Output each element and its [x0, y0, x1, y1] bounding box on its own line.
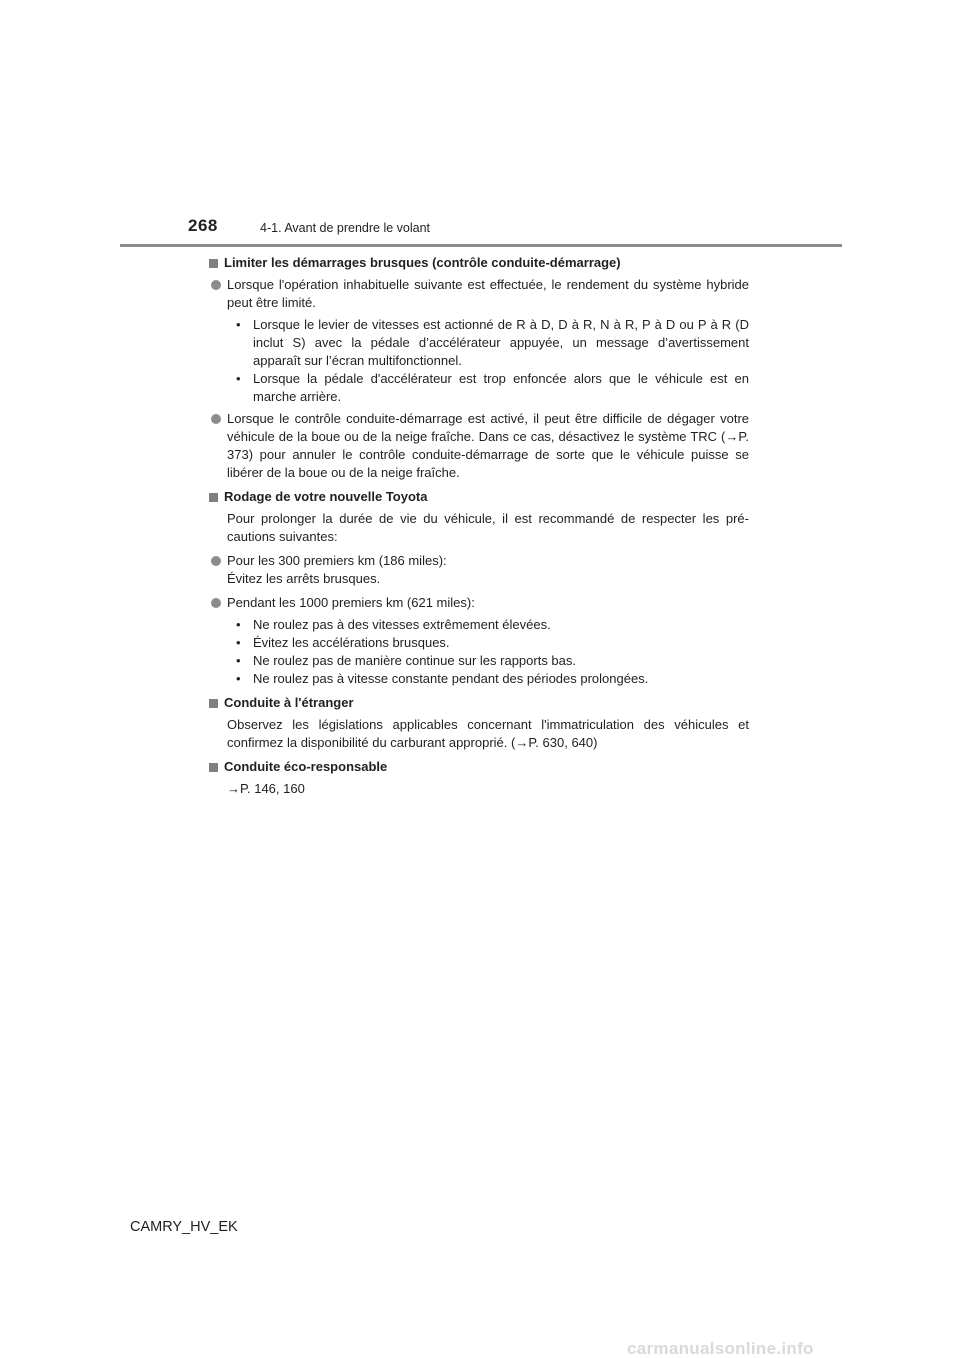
sub-bullet-icon: • — [236, 317, 241, 332]
sub-item-text: Lorsque la pédale d'accélérateur est trop enfoncée alors que le véhicule est en marche arrière. — [253, 371, 749, 404]
sub-bullet-icon: • — [236, 617, 241, 632]
section-heading — [209, 488, 749, 506]
round-bullet-icon — [211, 598, 221, 608]
round-bullet-icon — [211, 280, 221, 290]
section-conduite-eco — [209, 758, 749, 798]
square-bullet-icon — [209, 259, 218, 268]
page-number: 268 — [188, 216, 218, 235]
watermark-text: carmanualsonline.info — [627, 1339, 814, 1358]
page-content — [209, 254, 749, 802]
section-title: Limiter les démarrages brusques (contrôle conduite-démarrage) — [224, 255, 621, 270]
section-heading — [209, 758, 749, 776]
bullet-item — [209, 594, 749, 612]
bullet-item — [209, 552, 749, 588]
sub-bullet-icon: • — [236, 653, 241, 668]
section-intro: Observez les législations applicables concernant l'immatriculation des véhicules et confirmez la disponibilité du carburant approprié. (→P. 630, 640) — [227, 717, 749, 750]
bullet-text: Pour les 300 premiers km (186 miles): — [227, 553, 447, 568]
sub-list — [209, 316, 749, 406]
bullet-text-line2: Évitez les arrêts brusques. — [227, 571, 381, 586]
bullet-item — [209, 410, 749, 482]
sub-bullet-icon: • — [236, 671, 241, 686]
sub-bullet-icon: • — [236, 635, 241, 650]
sub-list-item — [209, 370, 749, 406]
section-path: 4-1. Avant de prendre le volant — [260, 221, 431, 235]
bullet-text: Lorsque le contrôle conduite-démarrage est activé, il peut être difficile de dégager votre véhicule de la boue ou de la neige fraîche. Dans ce cas, désactivez le système TRC (→P. 373) pour annuler le contrôle conduite-démarrage de sorte que le véhicule puisse se libérer de la boue ou de la neige fraîche. — [227, 411, 749, 480]
sub-item-text: Ne roulez pas à des vitesses extrêmement élevées. — [253, 617, 551, 632]
sub-item-text: Évitez les accélérations brusques. — [253, 635, 450, 650]
sub-item-text: Ne roulez pas à vitesse constante pendant des périodes prolongées. — [253, 671, 649, 686]
section-heading — [209, 694, 749, 712]
sub-list-item — [209, 652, 749, 670]
bullet-text: Pendant les 1000 premiers km (621 miles): — [227, 595, 475, 610]
sub-list-item — [209, 616, 749, 634]
section-intro: Pour prolonger la durée de vie du véhicule, il est recommandé de respecter les pré-cautions suivantes: — [227, 511, 749, 544]
sub-bullet-icon: • — [236, 371, 241, 386]
sub-list — [209, 616, 749, 688]
section-conduite-etranger — [209, 694, 749, 752]
round-bullet-icon — [211, 414, 221, 424]
section-heading — [209, 254, 749, 272]
header-rule — [120, 244, 842, 247]
round-bullet-icon — [211, 556, 221, 566]
square-bullet-icon — [209, 493, 218, 502]
bullet-item — [209, 276, 749, 312]
square-bullet-icon — [209, 699, 218, 708]
page-reference-link[interactable]: →P. 146, 160 — [227, 781, 305, 796]
sub-list-item — [209, 670, 749, 688]
bullet-text: Lorsque l'opération inhabituelle suivante est effectuée, le rendement du système hybride peut être limité. — [227, 277, 749, 310]
section-title: Conduite à l'étranger — [224, 695, 354, 710]
section-title: Conduite éco-responsable — [224, 759, 388, 774]
sub-list-item — [209, 634, 749, 652]
square-bullet-icon — [209, 763, 218, 772]
section-limiter-demarrages — [209, 254, 749, 482]
section-rodage — [209, 488, 749, 688]
section-title: Rodage de votre nouvelle Toyota — [224, 489, 428, 504]
sub-item-text: Ne roulez pas de manière continue sur les rapports bas. — [253, 653, 577, 668]
sub-item-text: Lorsque le levier de vitesses est actionné de R à D, D à R, N à R, P à D ou P à R (D inclut S) avec la pédale d’accélérateur appuyée, un message d’avertissement apparaît sur l’écran multifonctionnel. — [253, 317, 749, 368]
model-code: CAMRY_HV_EK — [130, 1219, 238, 1235]
sub-list-item — [209, 316, 749, 370]
